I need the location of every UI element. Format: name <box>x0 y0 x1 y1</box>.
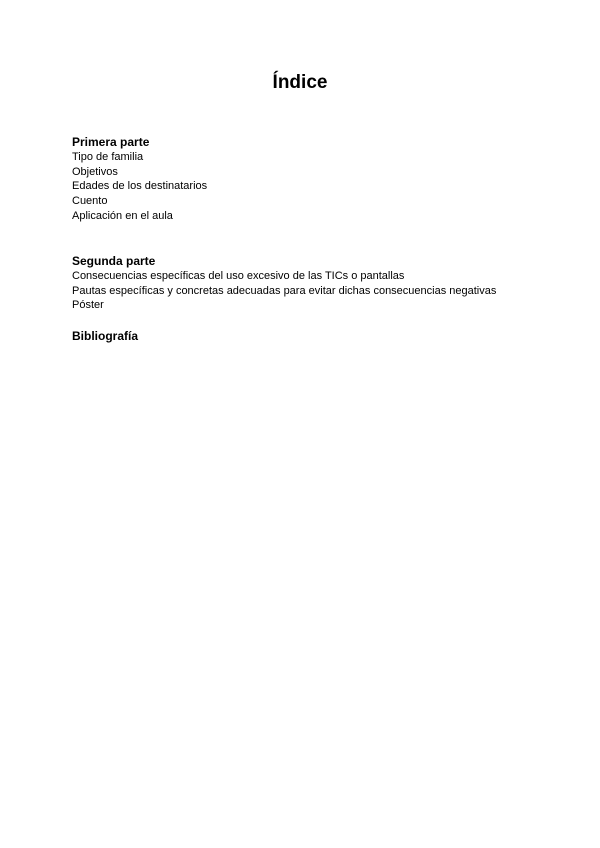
list-item: Aplicación en el aula <box>72 209 173 222</box>
section-heading: Segunda parte <box>72 254 156 268</box>
list-item: Tipo de familia <box>72 151 144 163</box>
list-item: Consecuencias específicas del uso excesivo de las TICs o pantallas <box>72 270 405 282</box>
section-heading: Bibliografía <box>72 329 139 343</box>
list-item: Objetivos <box>72 165 118 178</box>
section-bibliografia <box>72 329 542 344</box>
page-title: Índice <box>272 72 328 93</box>
list-item: Póster <box>72 299 104 312</box>
list-item: Cuento <box>72 195 108 208</box>
section-heading: Primera parte <box>72 135 150 149</box>
section-item-list <box>72 150 542 224</box>
list-item: Pautas específicas y concretas adecuadas para evitar dichas consecuencias negativas <box>72 284 497 297</box>
list-item: Edades de los destinatarios <box>72 180 208 193</box>
section-segunda-parte <box>72 254 542 313</box>
section-primera-parte <box>72 135 542 224</box>
section-item-list <box>72 269 542 313</box>
